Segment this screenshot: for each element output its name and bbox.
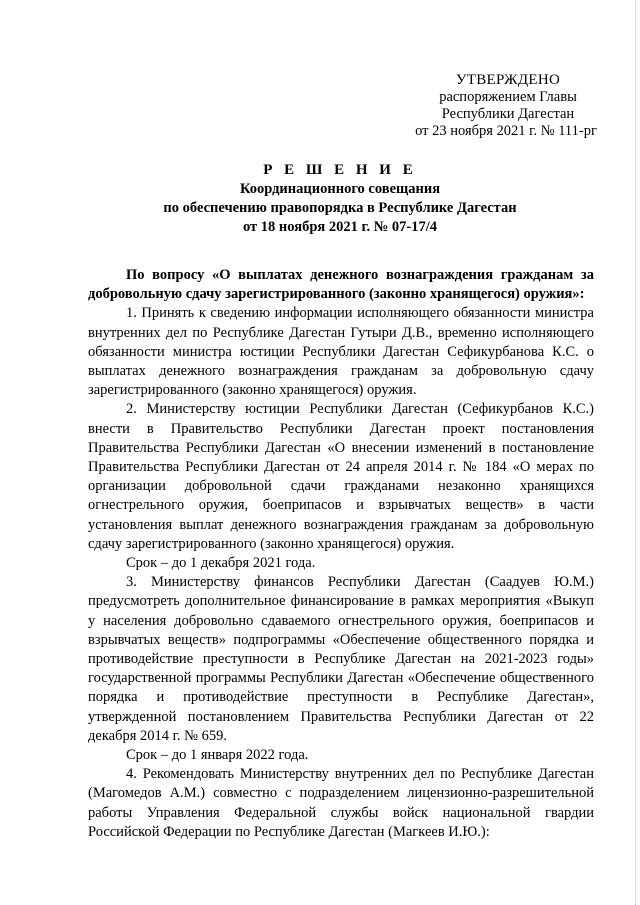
question-heading: По вопросу «О выплатах денежного вознаграждения гражданам за добровольную сдачу зарегистрированного (законно хранящегося) оружия»: [88,267,594,303]
heading-line-meeting: Координационного совещания [239,181,441,197]
deadline-2: Срок – до 1 января 2022 года. [126,747,309,764]
paragraph-3: 3. Министерству финансов Республики Дагестан (Саадуев Ю.М.) предусмотреть дополнительное финансирование в рамках мероприятия «Выкуп у населения добровольно сдаваемого огнестрельного оружия, боеприпасов и взрывчатых веществ» подпрограммы «Обеспечение общественного порядка и противодействие преступности в Республике Дагестан на 2021-2023 годы» государственной программы Республики Дагестан «Обеспечение общественного порядка и противодействие преступности в Республике Дагестан», утвержденной постановлением Правительства Республики Дагестан от 22 декабря 2014 г. № 659. [88,574,594,744]
heading-line-subject: по обеспечению правопорядка в Республике Дагестан [163,200,517,216]
deadline-1: Срок – до 1 декабря 2021 года. [126,555,316,572]
approval-line-republic: Республики Дагестан [441,106,575,122]
document-heading [90,161,590,237]
approval-stamp [400,72,616,140]
scan-edge-divider [635,0,636,905]
paragraph-1: 1. Принять к сведению информации исполняющего обязанности министра внутренних дел по Республике Дагестан Гутыри Д.В., временно исполняющего обязанности министра юстиции Республики Дагестан Сефикурбанова К.С. о выплатах денежного вознаграждения гражданам за добровольную сдачу зарегистрированного (законно хранящегося) оружия. [88,305,594,399]
approval-line-date: от 23 ноября 2021 г. № 111-рг [415,123,597,139]
document-title: Р Е Ш Е Н И Е [263,162,417,178]
approval-line-order: распоряжением Главы [439,89,577,105]
paragraph-2: 2. Министерству юстиции Республики Дагестан (Сефикурбанов К.С.) внести в Правительство Республики Дагестан проект постановления Правительства Республики Дагестан «О внесении изменений в постановление Правительства Республики Дагестан от 24 апреля 2014 г. № 184 «О мерах по организации добровольной сдачи гражданами незаконно хранящихся огнестрельного оружия, боеприпасов и взрывчатых веществ» в части установления выплат денежного вознаграждения гражданам за добровольную сдачу зарегистрированного (законно хранящегося) оружия. [88,401,594,552]
heading-line-date: от 18 ноября 2021 г. № 07-17/4 [242,219,437,235]
approval-title: УТВЕРЖДЕНО [455,72,561,88]
paragraph-4: 4. Рекомендовать Министерству внутренних дел по Республике Дагестан (Магомедов А.М.) совместно с подразделением лицензионно-разрешительной работы Управления Федеральной службы войск национальной гвардии Российской Федерации по Республике Дагестан (Магкеев И.Ю.): [88,766,594,840]
document-body [88,266,594,842]
